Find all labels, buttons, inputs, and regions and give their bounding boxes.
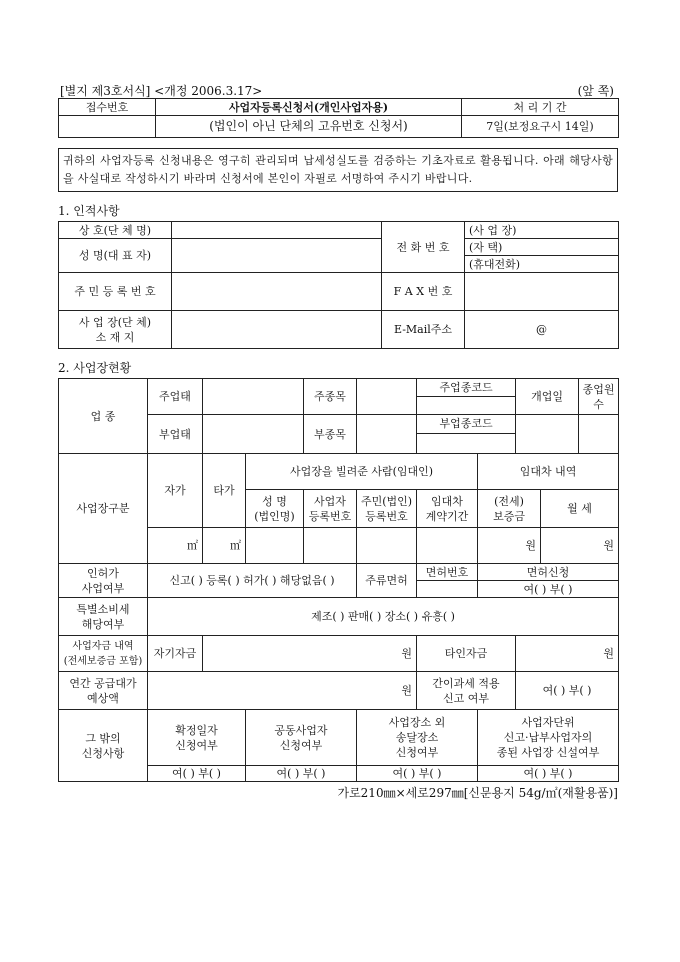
license-options[interactable]: 신고( ) 등록( ) 허가( ) 해당없음( ) [148,564,357,598]
funds-line1: 사업자금 내역 [72,640,134,652]
sub-code-label: 부업종코드 [417,415,515,434]
fixed-date-line1: 확정일자 [175,723,218,737]
business-status-table [58,378,619,782]
title-table [58,98,619,138]
license-label-line2: 사업여부 [81,581,125,595]
email-field[interactable]: @ [465,311,619,349]
license-apply-options[interactable]: 여( ) 부( ) [478,581,619,598]
section2-heading: 2. 사업장현황 [58,361,132,375]
simplified-line1: 간이과세 적용 [432,676,500,690]
personal-info-table [58,221,619,349]
special-tax-label [59,598,148,636]
delivery-options[interactable]: 여( ) 부( ) [357,766,478,782]
address-field[interactable] [172,311,382,349]
sub-code-cell [417,415,516,454]
license-no-label: 면허번호 [417,564,478,581]
delivery-label [357,710,478,766]
special-tax-line2: 해당여부 [81,617,125,631]
trade-name-label: 상 호(단 체 명) [59,222,172,239]
other-apps-line1: 그 밖의 [85,731,121,745]
lessor-res-line2: 등록번호 [365,509,408,523]
unit-line2: 신고·납부사업자의 [503,731,593,744]
business-type-label: 업 종 [59,379,148,454]
form-header [58,80,618,98]
section1-heading: 1. 인적사항 [58,204,120,218]
lessor-name-line1: 성 명 [262,494,287,508]
joint-options[interactable]: 여( ) 부( ) [246,766,357,782]
delivery-line3: 신청여부 [395,746,439,759]
unit-label [478,710,619,766]
lessor-res-field[interactable] [357,528,417,564]
other-label: 타가 [203,454,246,528]
lease-details-header: 임대차 내역 [478,454,619,490]
other-area-field[interactable]: ㎡ [203,528,246,564]
phone-label: 전 화 번 호 [382,222,465,273]
main-item-field[interactable] [357,379,417,415]
annual-supply-line1: 연간 공급대가 [69,676,137,690]
deposit-line1: (전세) [494,494,524,508]
form-reference: [별지 제3호서식] <개정 2006.3.17> [60,84,263,98]
simplified-tax-options[interactable]: 여( ) 부( ) [516,672,619,710]
other-funds-label: 타인자금 [417,636,516,672]
phone-home[interactable]: (자 택) [465,239,619,256]
address-label-line1: 사 업 장(단 체) [78,315,152,329]
funds-line2: (전세보증금 포함) [63,655,143,667]
lease-term-line2: 계약기간 [425,509,469,523]
lessor-res-line1: 주민(법인) [360,494,413,508]
joint-label [246,710,357,766]
fixed-date-label [148,710,246,766]
fax-field[interactable] [465,273,619,311]
deposit-field[interactable]: 원 [478,528,541,564]
monthly-rent-field[interactable]: 원 [541,528,619,564]
lease-term-field[interactable] [417,528,478,564]
special-tax-line1: 특별소비세 [76,602,130,616]
notice-box: 귀하의 사업자등록 신청내용은 영구히 관리되며 납세성실도를 검증하는 기초자료로 활용됩니다. 아래 해당사항을 사실대로 작성하시기 바라며 신청서에 본인이 자필로 서명하여 주시기 바랍니다. [58,148,618,192]
other-apps-label [59,710,148,782]
fixed-date-line2: 신청여부 [175,738,218,752]
license-label-line1: 인허가 [87,566,119,580]
license-no-field[interactable] [417,581,478,598]
own-funds-field[interactable]: 원 [203,636,417,672]
deposit-label [478,490,541,528]
lessor-name-line2: (법인명) [254,509,295,523]
resident-no-label: 주 민 등 록 번 호 [59,273,172,311]
page-side: (앞 쪽) [577,84,614,98]
license-apply-label: 면허신청 [478,564,619,581]
own-label: 자가 [148,454,203,528]
lessor-reg-field[interactable] [304,528,357,564]
resident-no-field[interactable] [172,273,382,311]
employees-field[interactable] [579,415,619,454]
main-item-label: 주종목 [304,379,357,415]
lease-term-line1: 임대차 [431,494,463,508]
lessor-reg-line2: 등록번호 [308,509,352,523]
unit-line3: 종된 사업장 신설여부 [496,746,600,759]
delivery-line2: 송달장소 [395,731,439,744]
own-area-field[interactable]: ㎡ [148,528,203,564]
other-funds-field[interactable]: 원 [516,636,619,672]
name-field[interactable] [172,239,382,273]
open-date-label: 개업일 [516,379,579,415]
lessor-header: 사업장을 빌려준 사람(임대인) [246,454,478,490]
form-subtitle: (법인이 아닌 단체의 고유번호 신청서) [156,116,462,138]
main-code-label: 주업종코드 [417,379,516,397]
sub-type-field[interactable] [203,415,304,454]
site-class-label: 사업장구분 [59,454,148,564]
lease-term-label [417,490,478,528]
sub-item-field[interactable] [357,415,417,454]
address-label-line2: 소 재 지 [95,330,135,344]
special-tax-options[interactable]: 제조( ) 판매( ) 장소( ) 유흥( ) [148,598,619,636]
annual-supply-field[interactable]: 원 [148,672,417,710]
lessor-reg-line1: 사업자 [314,494,346,508]
lessor-name-label [246,490,304,528]
unit-options[interactable]: 여( ) 부( ) [478,766,619,782]
liquor-license-label: 주류면허 [357,564,417,598]
license-label [59,564,148,598]
email-label: E-Mail주소 [382,311,465,349]
lessor-res-label [357,490,417,528]
fax-label: F A X 번 호 [382,273,465,311]
sub-item-label: 부종목 [304,415,357,454]
sub-code-field[interactable] [417,434,515,453]
other-apps-line2: 신청사항 [81,746,125,760]
sub-type-label: 부업태 [148,415,203,454]
deposit-line2: 보증금 [493,509,525,523]
funds-label [59,636,148,672]
processing-period-label: 처 리 기 간 [462,99,619,116]
delivery-line1: 사업장소 외 [388,716,446,729]
joint-line2: 신청여부 [279,738,323,752]
lessor-name-field[interactable] [246,528,304,564]
main-type-label: 주업태 [148,379,203,415]
trade-name-field[interactable] [172,222,382,239]
monthly-rent-label: 월 세 [541,490,619,528]
main-code-field[interactable] [417,397,516,415]
receipt-no-field[interactable] [59,116,156,138]
fixed-date-options[interactable]: 여( ) 부( ) [148,766,246,782]
lessor-reg-label [304,490,357,528]
annual-supply-label [59,672,148,710]
main-type-field[interactable] [203,379,304,415]
simplified-tax-label [417,672,516,710]
form-title: 사업자등록신청서(개인사업자용) [156,99,462,116]
joint-line1: 공동사업자 [274,723,328,737]
receipt-no-label: 접수번호 [59,99,156,116]
name-label: 성 명(대 표 자) [59,239,172,273]
employees-label: 종업원수 [579,379,619,415]
phone-mobile[interactable]: (휴대전화) [465,256,619,273]
annual-supply-line2: 예상액 [87,691,119,705]
paper-spec-footer: 가로210㎜×세로297㎜[신문용지 54g/㎡(재활용품)] [337,786,618,800]
unit-line1: 사업자단위 [521,716,575,729]
form-page [58,80,618,801]
open-date-field[interactable] [516,415,579,454]
own-funds-label: 자기자금 [148,636,203,672]
processing-period-value: 7일(보정요구시 14일) [462,116,619,138]
simplified-line2: 신고 여부 [443,691,490,705]
address-label [59,311,172,349]
phone-business[interactable]: (사 업 장) [465,222,619,239]
